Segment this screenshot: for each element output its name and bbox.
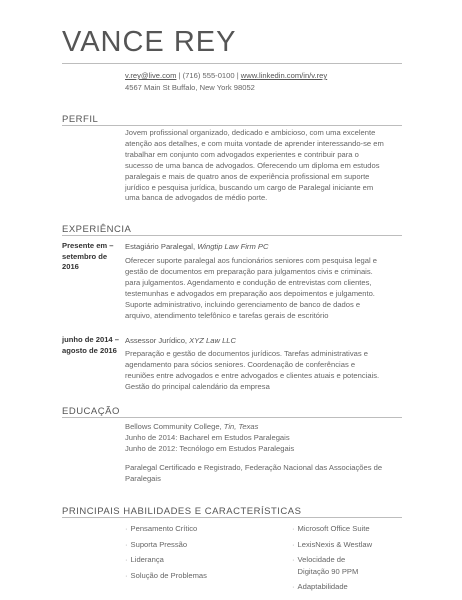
contact-line <box>125 70 327 82</box>
education-school-line <box>125 422 385 433</box>
job-role: Assessor Jurídico, <box>125 336 190 345</box>
job-title <box>125 336 236 345</box>
skill-item <box>125 539 265 551</box>
skill-label: Liderança <box>130 555 164 565</box>
bullet-icon: · <box>125 570 128 580</box>
phone-number: (716) 555-0100 <box>182 71 235 80</box>
resume-name: VANCE REY <box>62 26 237 58</box>
section-title-experience: EXPERIÊNCIA <box>62 224 132 235</box>
skill-item <box>292 539 402 551</box>
contact-block <box>125 70 327 94</box>
linkedin-link[interactable]: www.linkedin.com/in/v.rey <box>240 71 328 80</box>
contact-separator: | <box>234 71 241 80</box>
skill-item <box>125 554 265 566</box>
skill-label: Microsoft Office Suite <box>297 524 370 533</box>
header-divider <box>62 63 402 64</box>
section-divider <box>62 125 402 126</box>
skill-item <box>292 581 402 593</box>
skill-item <box>292 523 402 535</box>
section-title-profile: PERFIL <box>62 114 99 125</box>
skill-label: Solução de Problemas <box>130 570 207 580</box>
profile-text: Jovem profissional organizado, dedicado e ambicioso, com uma excelente atenção aos detalhes, e com muita vontade de aprender interessando-se em trabalhar em conjunto com advogados experientes e contribuir para o sucesso de uma banca de advogados. Oferecendo um diploma em estudos paralegais e mais de quatro anos de experiência profissional em suporte jurídico e pesquisa jurídica, buscando um cargo de Paralegal iniciante em uma banca de advogados de médio porte. <box>125 128 384 203</box>
bullet-icon: · <box>125 539 128 549</box>
skill-label: LexisNexis & Westlaw <box>297 539 373 549</box>
education-block <box>125 422 385 485</box>
job-description: Preparação e gestão de documentos jurídicos. Tarefas administrativas e agendamento para sócios seniores. Coordenação de conferências e reuniões entre advogados e entre advogados e clientes atuais e potenciais. Gestão do principal calendário da empresa <box>125 349 380 391</box>
skill-item <box>125 523 265 535</box>
skill-item <box>125 570 265 582</box>
bullet-icon: · <box>125 555 128 565</box>
bullet-icon: · <box>292 539 295 549</box>
job-date: junho de 2014 – agosto de 2016 <box>62 335 119 355</box>
section-title-skills: PRINCIPAIS HABILIDADES E CARACTERÍSTICAS <box>62 506 302 517</box>
job-company: XYZ Law LLC <box>189 336 237 345</box>
education-degree: Junho de 2012: Tecnólogo em Estudos Paralegais <box>125 443 295 453</box>
job-company: Wingtip Law Firm PC <box>197 242 269 251</box>
education-school: Bellows Community College, <box>125 422 224 431</box>
bullet-icon: · <box>292 524 295 533</box>
email-link[interactable]: v.rey@live.com <box>125 71 177 80</box>
section-divider <box>62 517 402 518</box>
section-divider <box>62 235 402 236</box>
address: 4567 Main St Buffalo, New York 98052 <box>125 83 255 92</box>
skill-label: Adaptabilidade <box>297 582 348 592</box>
skills-list-left <box>125 523 265 585</box>
section-divider <box>62 417 402 418</box>
skill-label: Velocidade de Digitação 90 PPM <box>297 555 359 576</box>
education-degree: Junho de 2014: Bacharel em Estudos Paralegais <box>125 432 290 442</box>
skill-label: Pensamento Crítico <box>130 524 198 533</box>
skills-list-right <box>292 523 402 597</box>
job-role: Estagiário Paralegal, <box>125 242 198 251</box>
section-title-education: EDUCAÇÃO <box>62 406 120 417</box>
job-date: Presente em – setembro de 2016 <box>62 241 114 272</box>
bullet-icon: · <box>292 555 295 565</box>
skill-item <box>292 554 402 577</box>
job-description: Oferecer suporte paralegal aos funcionários seniores com pesquisa legal e gestão de documentos em preparação para julgamentos civis e criminais. para julgamentos. Agendamento e condução de entrevistas com clientes, testemunhas e advogados em preparação aos depoimentos e julgamento. Suporte administrativo, incluindo gerenciamento de banco de dados e arquivo, atendimento telefônico e tarefas gerais de escritório <box>125 256 378 320</box>
spacer <box>125 455 385 463</box>
bullet-icon: · <box>292 582 295 592</box>
education-location: Tin, Texas <box>223 422 259 431</box>
skill-label: Suporta Pressão <box>130 539 188 549</box>
contact-separator: | <box>176 71 183 80</box>
education-certification: Paralegal Certificado e Registrado, Federação Nacional das Associações de Paralegais <box>125 462 383 483</box>
bullet-icon: · <box>125 524 128 533</box>
job-title <box>125 242 268 251</box>
